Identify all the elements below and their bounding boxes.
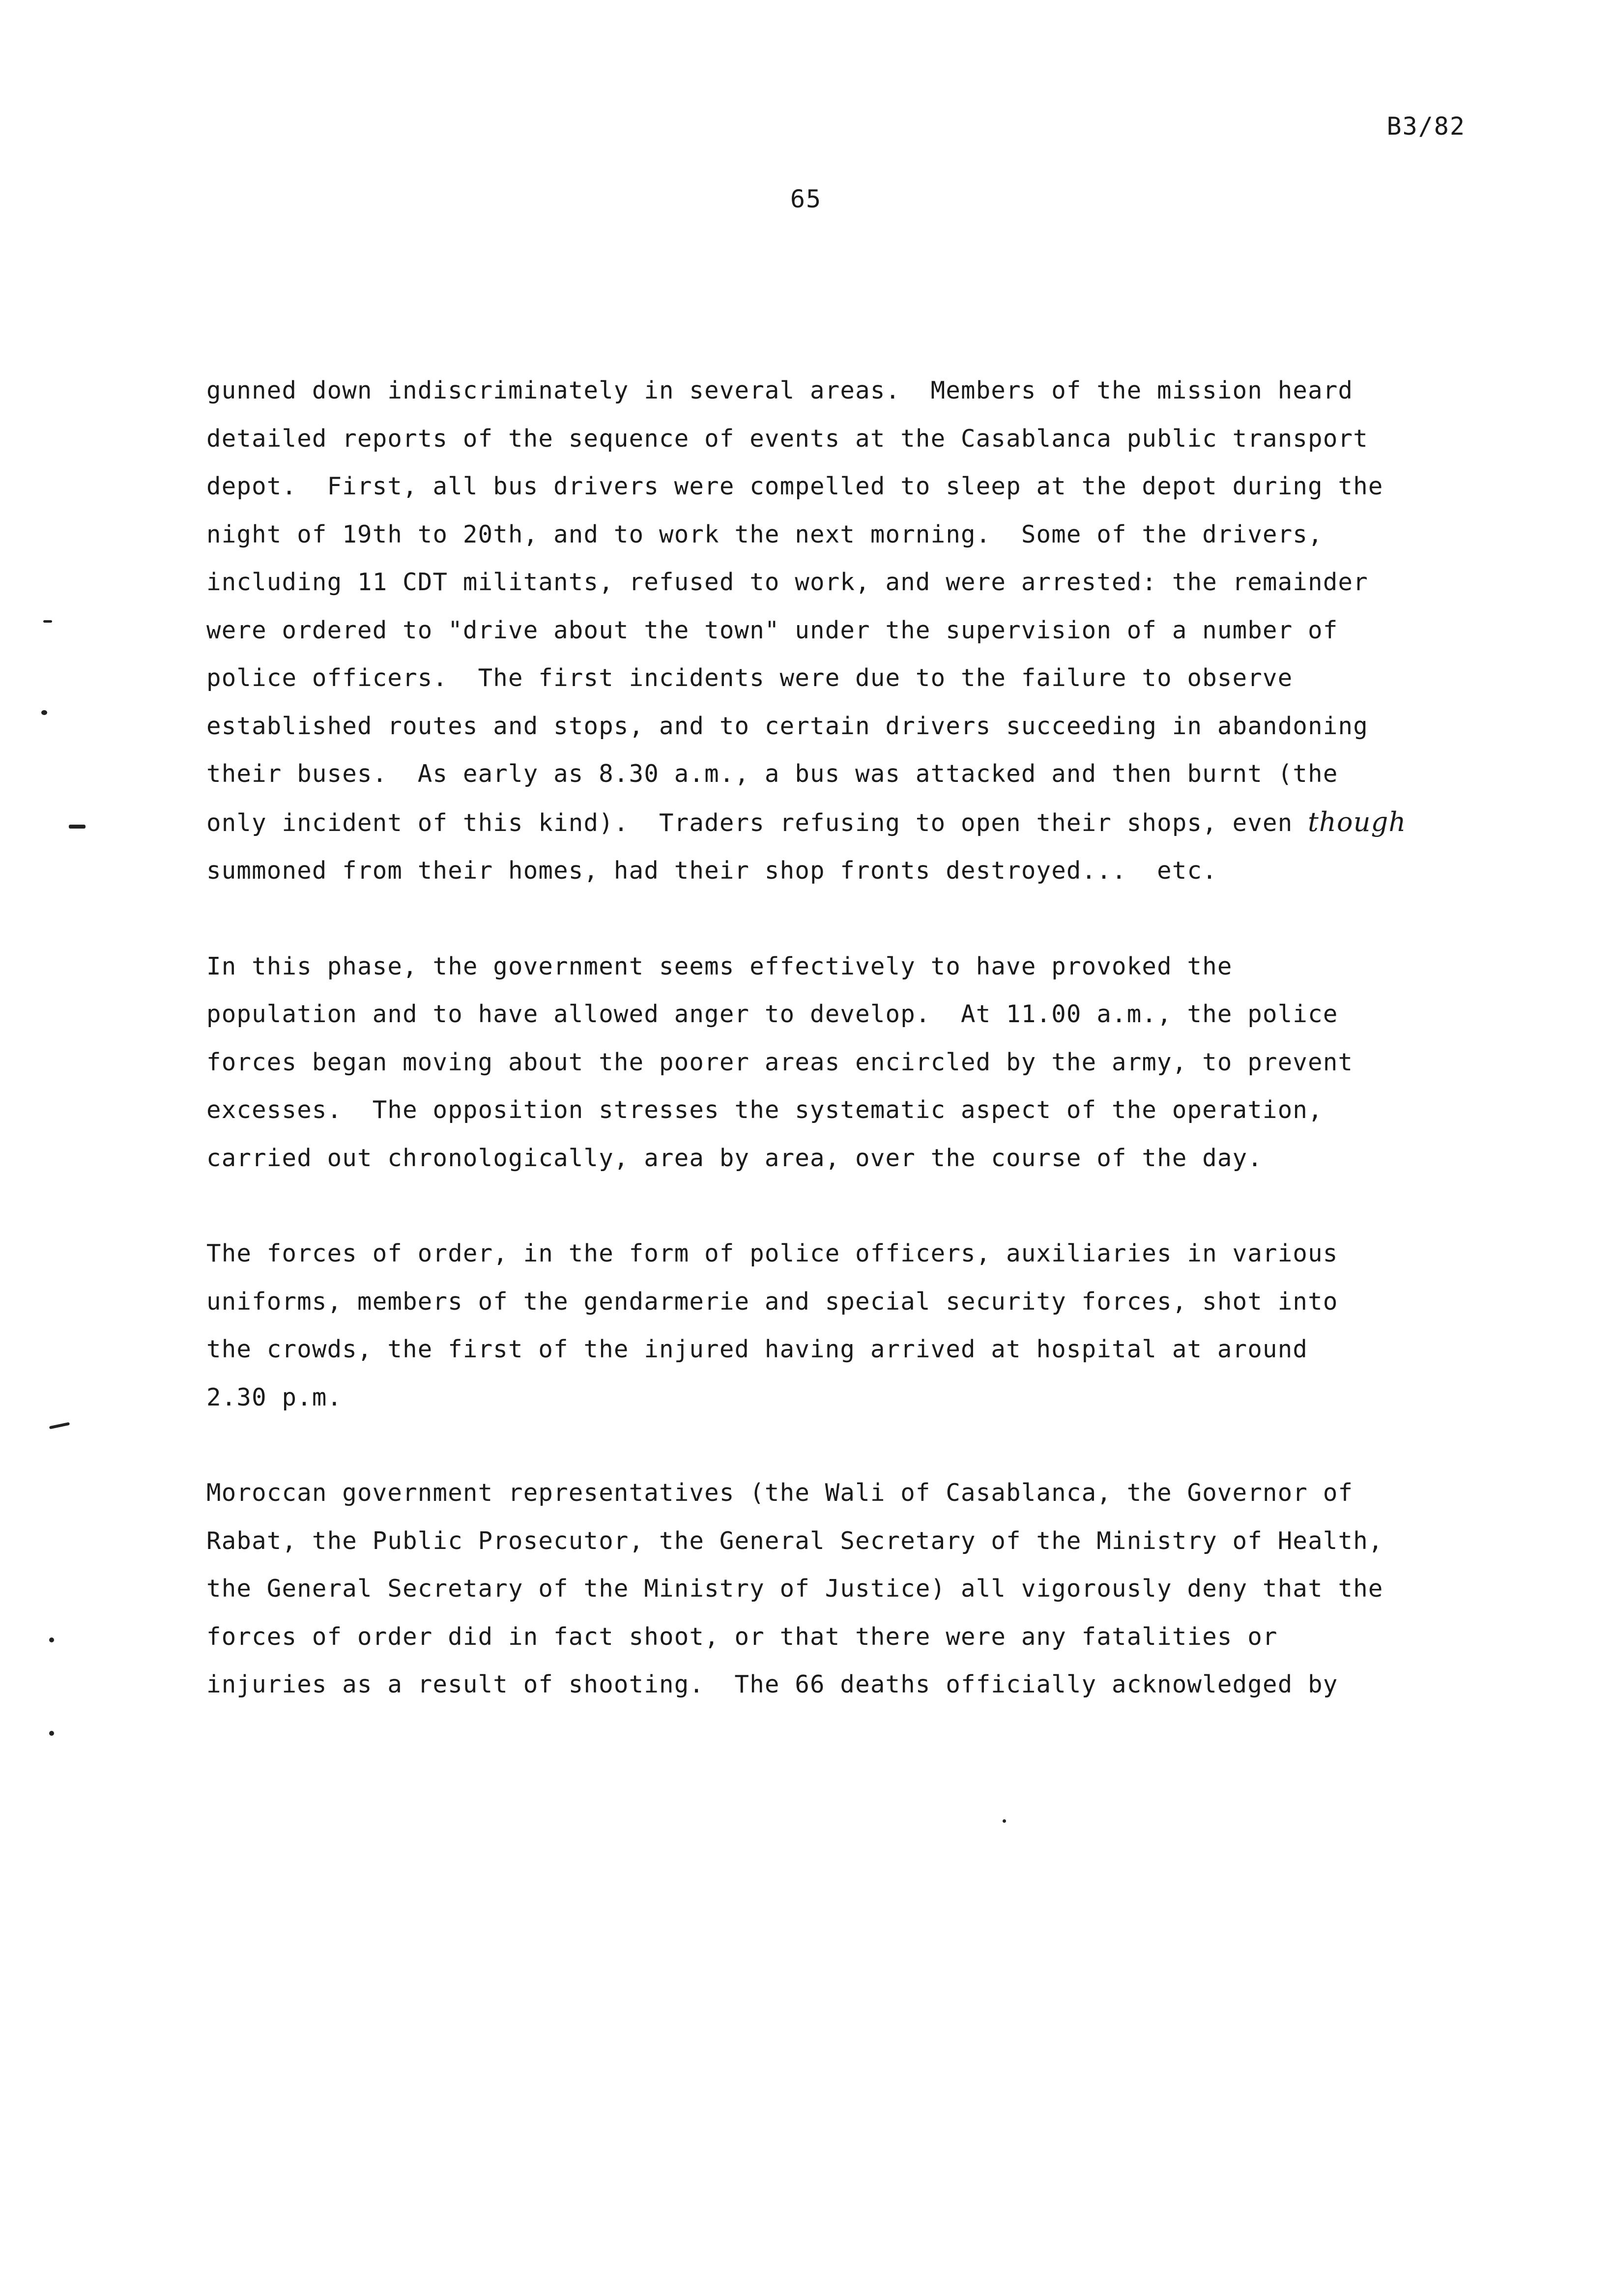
document-reference: B3/82 (1386, 112, 1466, 141)
text-line: established routes and stops, and to certain drivers succeeding in abandoning (206, 712, 1368, 740)
text-line: Rabat, the Public Prosecutor, the General Secretary of the Ministry of Health, (206, 1526, 1383, 1555)
text-line: detailed reports of the sequence of events at the Casablanca public transport (206, 424, 1368, 453)
scan-speck (1003, 1819, 1006, 1823)
text-line: In this phase, the government seems effectively to have provoked the (206, 952, 1233, 980)
body-text (206, 367, 1484, 1756)
text-line-with-insert (206, 798, 1484, 847)
page-number: 65 (790, 185, 822, 213)
paragraph-2 (206, 943, 1484, 1182)
text-line: excesses. The opposition stresses the systematic aspect of the operation, (206, 1096, 1323, 1124)
handwritten-insert: though (1308, 806, 1407, 837)
text-line: their buses. As early as 8.30 a.m., a bus was attacked and then burnt (the (206, 760, 1338, 788)
text-line: the General Secretary of the Ministry of Justice) all vigorously deny that the (206, 1575, 1383, 1603)
text-line: including 11 CDT militants, refused to work, and were arrested: the remainder (206, 568, 1368, 596)
scan-speck (49, 1637, 54, 1642)
text-line: forces began moving about the poorer areas encircled by the army, to prevent (206, 1048, 1353, 1076)
text-line: injuries as a result of shooting. The 66 deaths officially acknowledged by (206, 1670, 1338, 1698)
text-line: The forces of order, in the form of police officers, auxiliaries in various (206, 1239, 1338, 1267)
text-line: the crowds, the first of the injured having arrived at hospital at around (206, 1335, 1308, 1363)
text-line: forces of order did in fact shoot, or that there were any fatalities or (206, 1622, 1278, 1651)
scan-speck (49, 1731, 54, 1736)
text-line-start: only incident of this kind). Traders refusing to open their shops, even (206, 808, 1308, 837)
text-line: summoned from their homes, had their shop fronts destroyed... etc. (206, 857, 1217, 885)
text-line: carried out chronologically, area by area, over the course of the day. (206, 1144, 1263, 1172)
text-line: gunned down indiscriminately in several areas. Members of the mission heard (206, 376, 1353, 404)
text-line: Moroccan government representatives (the Wali of Casablanca, the Governor of (206, 1479, 1353, 1507)
text-line: 2.30 p.m. (206, 1383, 343, 1411)
paragraph-3 (206, 1230, 1484, 1421)
scan-speck (41, 710, 47, 715)
text-line: uniforms, members of the gendarmerie and special security forces, shot into (206, 1287, 1338, 1316)
scan-speck (69, 825, 86, 829)
scan-speck (49, 1422, 70, 1430)
text-line: population and to have allowed anger to develop. At 11.00 a.m., the police (206, 1000, 1338, 1028)
paragraph-1 (206, 367, 1484, 895)
text-line: depot. First, all bus drivers were compelled to sleep at the depot during the (206, 472, 1383, 500)
text-line: were ordered to "drive about the town" under the supervision of a number of (206, 616, 1338, 644)
scan-speck (43, 620, 52, 623)
paragraph-4 (206, 1469, 1484, 1709)
text-line: night of 19th to 20th, and to work the next morning. Some of the drivers, (206, 520, 1323, 548)
text-line: police officers. The first incidents were due to the failure to observe (206, 664, 1293, 692)
